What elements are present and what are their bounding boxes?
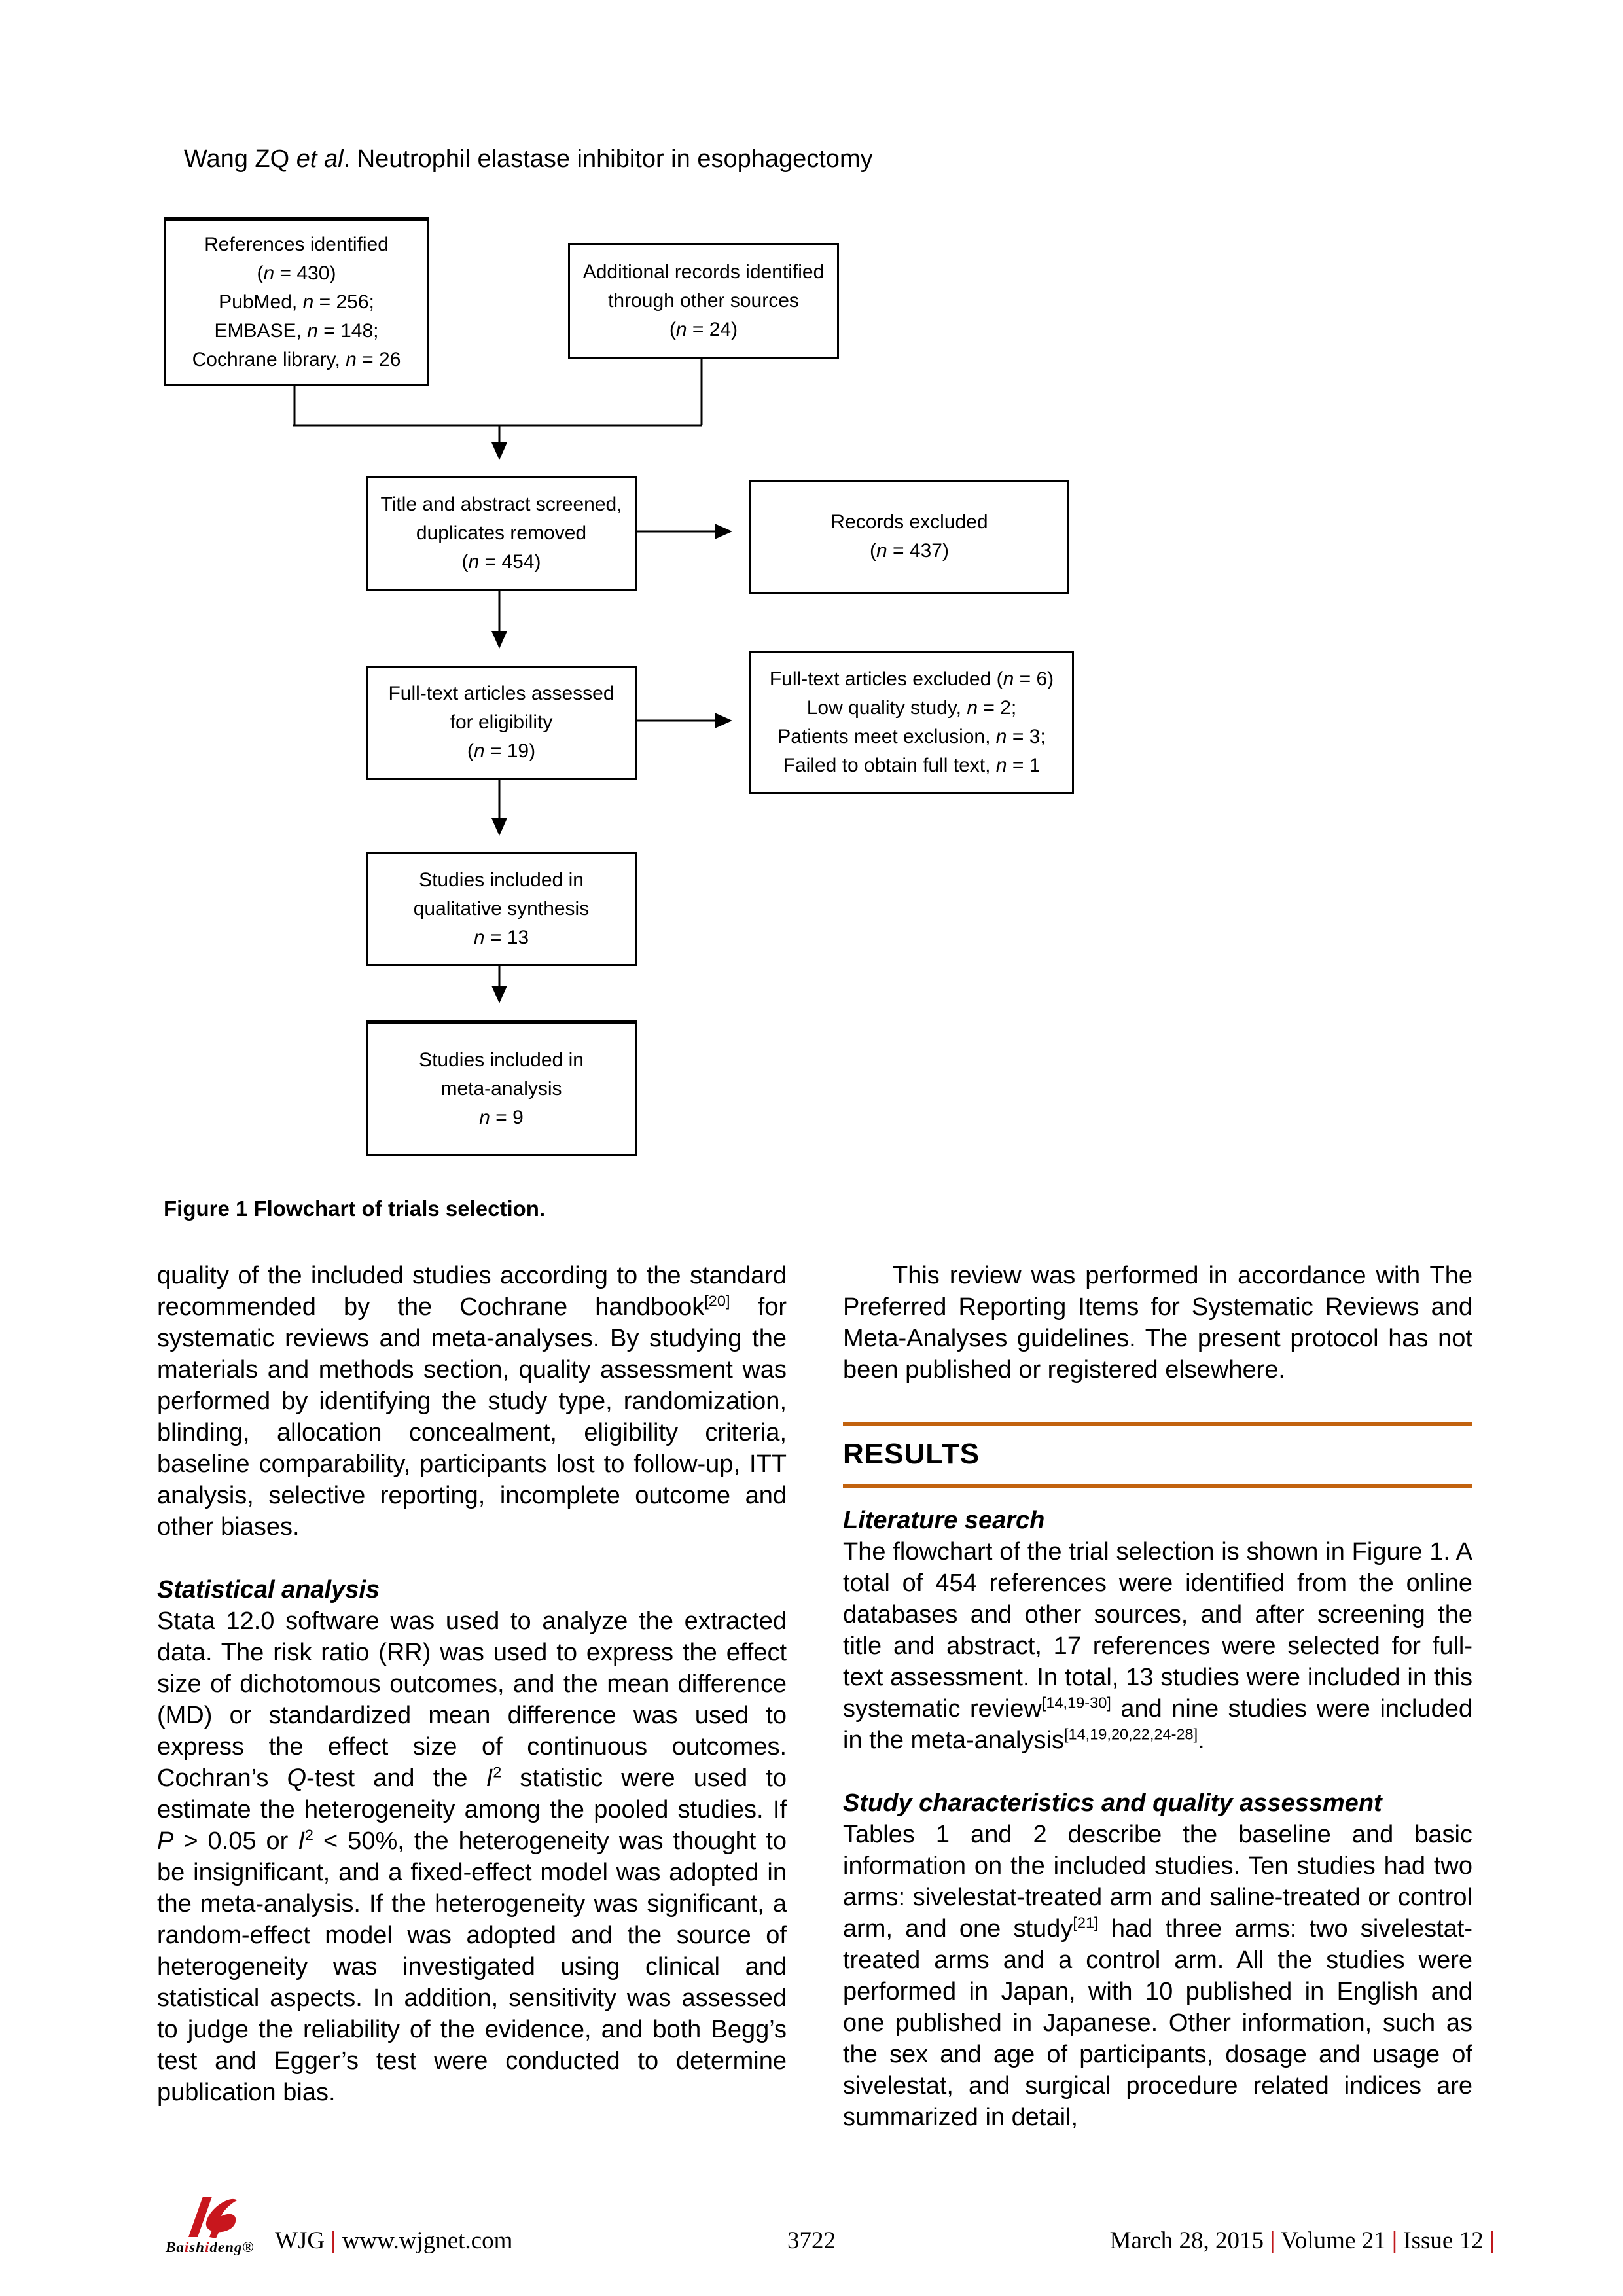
footer-journal: WJG | www.wjgnet.com (275, 2227, 513, 2254)
paragraph-literature-search: The flowchart of the trial selection is shown in Figure 1. A total of 454 references were identified from the online databases and other sources, and after screening the title and abstract, 17 references were selected for full-text assessment. In total, 13 studies were included in this systematic review[14,19-30] and nine studies were included in the meta-analysis[14,19,20,22,24-28]. (843, 1538, 1473, 1754)
footer-page-number: 3722 (787, 2227, 836, 2254)
flow-box-line: Additional records identified (582, 261, 825, 283)
section-rule-bottom (843, 1484, 1472, 1488)
flow-box-line: (n = 19) (467, 740, 536, 762)
publisher-logo-wordmark: Baishideng® (166, 2239, 255, 2255)
flow-box-line: Studies included in (419, 1049, 584, 1071)
flow-box-line: Patients meet exclusion, n = 3; (777, 726, 1046, 747)
figure-caption: Figure 1 Flowchart of trials selection. (164, 1196, 546, 1221)
paragraph-statistical-analysis: Stata 12.0 software was used to analyze the extracted data. The risk ratio (RR) was used to express the effect size of dichotomous outcomes, and the mean difference (MD) or standardized mean difference was used to express the effect size of continuous outcomes. Cochran’s Q-test and the $I^2$ statistic were used to estimate the heterogeneity among the pooled studies. If P > 0.05 or $I^2 < 50\%$, the heterogeneity was thought to be insignificant, and a fixed-effect model was adopted in the meta-analysis. If the heterogeneity was significant, a random-effect model was adopted and the source of heterogeneity was investigated using clinical and statistical aspects. In addition, sensitivity was assessed to judge the reliability of the evidence, and both Begg’s test and Egger’s test were conducted to determine publication bias. (157, 1607, 787, 2106)
flow-box-line: Failed to obtain full text, n = 1 (783, 755, 1041, 776)
right-column (843, 1260, 1472, 2133)
flow-box-line: Full-text articles assessed (388, 683, 615, 704)
flow-box-line: Full-text articles excluded (n = 6) (769, 668, 1054, 690)
flow-box-records-excluded (749, 480, 1069, 594)
flow-box-line: n = 13 (473, 927, 529, 948)
flow-box-title-abstract-screened (366, 476, 637, 591)
flow-box-references-identified (164, 217, 429, 386)
paragraph-quality-assessment: quality of the included studies according to the standard recommended by the Cochrane handbook[20] for systematic reviews and meta-analyses. By studying the materials and methods section, quality assessment was performed by identifying the study type, randomization, blinding, allocation concealment, eligibility criteria, baseline comparability, participants lost to follow-up, ITT analysis, selective reporting, incomplete outcome and other biases. (157, 1262, 787, 1541)
footer-issue-info: March 28, 2015 | Volume 21 | Issue 12 | (1109, 2227, 1495, 2254)
flow-box-line: (n = 24) (669, 319, 738, 340)
flow-box-line: Low quality study, n = 2; (806, 697, 1017, 719)
flow-box-line: EMBASE, n = 148; (214, 320, 379, 342)
flow-box-line: (n = 437) (870, 540, 949, 562)
heading-study-characteristics: Study characteristics and quality assessment (843, 1789, 1382, 1817)
flow-box-line: meta-analysis (440, 1078, 562, 1100)
paragraph-prisma: This review was performed in accordance with The Preferred Reporting Items for Systematic Reviews and Meta-Analyses guidelines. The present protocol has not been published or registered elsewhere. (843, 1262, 1472, 1384)
flow-box-fulltext-excluded (749, 651, 1074, 794)
article-body (157, 1260, 1472, 2133)
heading-statistical-analysis: Statistical analysis (157, 1576, 380, 1604)
flow-box-line: duplicates removed (416, 522, 587, 544)
flow-box-qualitative-synthesis (366, 852, 637, 966)
flow-box-line: (n = 430) (257, 262, 336, 284)
flow-box-line: through other sources (608, 290, 799, 312)
running-head: Wang ZQ et al. Neutrophil elastase inhibitor in esophagectomy (184, 145, 873, 173)
heading-results: RESULTS (843, 1438, 980, 1470)
flow-box-line: n = 9 (479, 1107, 524, 1128)
results-section-header (843, 1422, 1472, 1488)
flow-box-line: Records excluded (830, 511, 988, 533)
flow-box-line: for eligibility (450, 711, 553, 733)
flow-box-line: Cochrane library, n = 26 (192, 349, 401, 370)
left-column (157, 1260, 787, 2133)
flow-box-fulltext-assessed (366, 666, 637, 780)
flow-box-line: (n = 454) (461, 551, 541, 573)
flow-box-line: Title and abstract screened, (380, 493, 622, 515)
flow-box-line: Studies included in (419, 869, 584, 891)
flow-box-meta-analysis (366, 1020, 637, 1156)
paragraph-study-characteristics: Tables 1 and 2 describe the baseline and basic information on the included studies. Ten studies had two arms: sivelestat-treated arm and saline-treated or control arm, and one study[21] had three arms: two sivelestat-treated arms and a control arm. All the studies were performed in Japan, with 10 published in English and one published in Japanese. Other information, such as the sex and age of participants, dosage and usage of sivelestat, and surgical procedure related indices are summarized in detail, (843, 1821, 1472, 2131)
flow-box-line: qualitative synthesis (413, 898, 590, 920)
flow-box-additional-records (568, 243, 839, 359)
flow-box-line: PubMed, n = 256; (219, 291, 374, 313)
heading-literature-search: Literature search (843, 1507, 1045, 1534)
flow-box-line: References identified (204, 234, 389, 255)
